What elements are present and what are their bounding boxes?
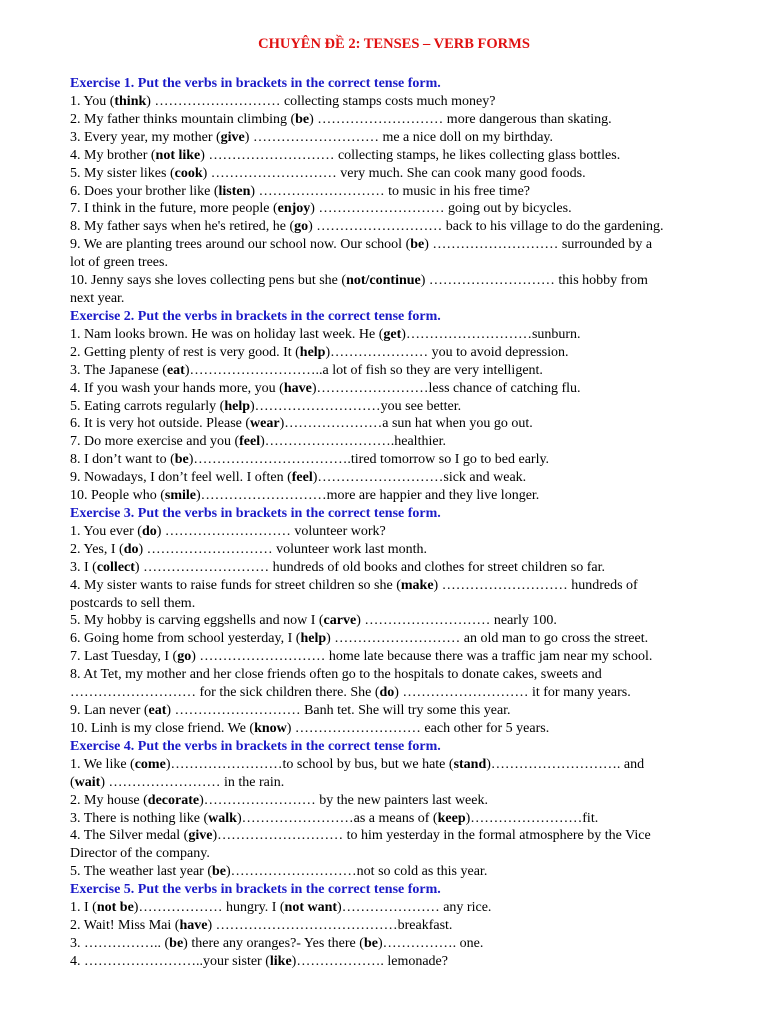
verb-prompt: give — [220, 129, 245, 145]
verb-prompt: wait — [74, 774, 101, 790]
exercise-heading: Exercise 2. Put the verbs in brackets in the correct tense form. — [70, 308, 441, 324]
verb-prompt: stand — [453, 756, 487, 772]
line-text: ) ……………………… more dangerous than skating. — [309, 111, 612, 127]
line-text: 1. You ( — [70, 94, 115, 109]
exercise-line — [70, 487, 718, 505]
verb-prompt: give — [188, 828, 213, 844]
exercise-line — [70, 559, 718, 577]
exercise-line — [70, 863, 718, 881]
line-text: 9. We are planting trees around our school now. Our school ( — [70, 237, 411, 253]
line-text: 8. My father says when he's retired, he ( — [70, 219, 295, 235]
line-text: ) ……………………… back to his village to do the gardening. — [308, 219, 664, 235]
line-text: )…………………a sun hat when you go out. — [279, 416, 533, 432]
exercise-line — [70, 684, 718, 702]
line-text: 9. Lan never ( — [70, 703, 149, 718]
verb-prompt: do — [123, 541, 139, 557]
line-text: 2. Wait! Miss Mai ( — [70, 918, 180, 934]
page-title: CHUYÊN ĐỀ 2: TENSES – VERB FORMS — [258, 36, 530, 52]
line-text: )……………………less chance of catching flu. — [311, 380, 581, 396]
exercise-line — [70, 147, 718, 165]
exercise-heading: Exercise 5. Put the verbs in brackets in the correct tense form. — [70, 882, 441, 898]
line-text: ) ……………………… nearly 100. — [356, 613, 557, 629]
line-text: 4. The Silver medal ( — [70, 828, 189, 844]
line-text: 2. My father thinks mountain climbing ( — [70, 111, 296, 127]
line-text: 5. My hobby is carving eggshells and now I ( — [70, 613, 324, 629]
verb-prompt: not like — [155, 147, 201, 163]
line-text: Director of the company. — [70, 846, 210, 862]
verb-prompt: eat — [166, 362, 185, 378]
line-text: )……………………….healthier. — [260, 434, 446, 450]
line-text: )…………………… by the new painters last week. — [199, 792, 488, 808]
line-text: ) ……………………… surrounded by a — [424, 237, 653, 253]
line-text: 5. Eating carrots regularly ( — [70, 398, 225, 414]
exercise-line — [70, 666, 718, 684]
exercise-line — [70, 720, 718, 738]
line-text: ) ……………………… Banh tet. She will try some this year. — [166, 703, 511, 718]
line-text: )………………………sick and weak. — [312, 470, 527, 486]
exercise-line — [70, 380, 718, 398]
line-text: 3. There is nothing like ( — [70, 810, 209, 826]
exercise-line — [70, 326, 718, 344]
exercise-line — [70, 290, 718, 308]
exercise-line — [70, 236, 718, 254]
verb-prompt: like — [269, 953, 292, 969]
line-text: ) ……………………… this hobby from — [420, 273, 648, 289]
line-text: ) ……………………… hundreds of — [433, 577, 638, 593]
line-text: )………………………..a lot of fish so they are very intelligent. — [184, 362, 543, 378]
line-text: ) …………………… in the rain. — [100, 774, 285, 790]
line-text: )………………………not so cold as this year. — [226, 864, 488, 880]
line-text: 1. I ( — [70, 900, 97, 916]
exercise-line — [70, 272, 718, 290]
exercise-line — [70, 93, 718, 111]
verb-prompt: not want — [284, 900, 338, 916]
exercise-line — [70, 702, 718, 720]
exercise-line — [70, 469, 718, 487]
verb-prompt: eat — [148, 703, 167, 718]
line-text: 7. Last Tuesday, I ( — [70, 649, 178, 665]
verb-prompt: be — [363, 935, 378, 951]
verb-prompt: wear — [250, 416, 280, 432]
verb-prompt: collect — [96, 559, 135, 575]
line-text: ) ……………………… going out by bicycles. — [310, 201, 572, 217]
exercise-line — [70, 433, 718, 451]
exercise-line — [70, 254, 718, 272]
line-text: )………………… any rice. — [337, 900, 492, 916]
verb-prompt: get — [383, 326, 402, 342]
line-text: ) there any oranges?- Yes there ( — [183, 935, 364, 951]
verb-prompt: be — [212, 864, 227, 880]
line-text: 1. We like ( — [70, 756, 135, 772]
verb-prompt: do — [379, 685, 395, 701]
exercise-list — [70, 75, 718, 971]
exercise-section — [70, 881, 718, 971]
verb-prompt: come — [134, 756, 166, 772]
line-text: ) ……………………… volunteer work? — [156, 523, 386, 539]
exercise-line — [70, 129, 718, 147]
line-text: )……………………… to him yesterday in the formal atmosphere by the Vice — [212, 828, 651, 844]
line-text: )………………………you see better. — [250, 398, 462, 414]
exercise-line — [70, 595, 718, 613]
line-text: 7. I think in the future, more people ( — [70, 201, 278, 217]
line-text: ) ……………………… collecting stamps costs much money? — [146, 94, 496, 109]
line-text: ) ……………………… hundreds of old books and clothes for street children so far. — [134, 559, 606, 575]
verb-prompt: smile — [164, 488, 196, 504]
verb-prompt: feel — [291, 470, 313, 486]
line-text: 5. My sister likes ( — [70, 165, 175, 181]
line-text: ) ……………………… me a nice doll on my birthday. — [244, 129, 553, 145]
line-text: ) ……………………… each other for 5 years. — [286, 720, 550, 736]
line-text: 4. ……………………..your sister ( — [70, 953, 270, 969]
line-text: 8. At Tet, my mother and her close friends often go to the hospitals to donate cakes, sweets and — [70, 667, 602, 683]
line-text: )………………………sunburn. — [401, 326, 581, 342]
exercise-section — [70, 738, 718, 881]
verb-prompt: decorate — [147, 792, 200, 808]
line-text: )………………………. and — [486, 756, 645, 772]
exercise-line — [70, 756, 718, 774]
verb-prompt: do — [141, 523, 157, 539]
exercise-line — [70, 845, 718, 863]
verb-prompt: enjoy — [277, 201, 311, 217]
verb-prompt: help — [224, 398, 251, 414]
line-text: ) …………………………………breakfast. — [207, 918, 453, 934]
line-text: 1. Nam looks brown. He was on holiday last week. He ( — [70, 326, 384, 342]
line-text: 10. Linh is my close friend. We ( — [70, 720, 255, 736]
exercise-line — [70, 917, 718, 935]
line-text: 6. Does your brother like ( — [70, 183, 219, 199]
exercise-line — [70, 810, 718, 828]
exercise-line — [70, 792, 718, 810]
exercise-heading: Exercise 4. Put the verbs in brackets in the correct tense form. — [70, 738, 441, 754]
line-text: )……………………fit. — [465, 810, 599, 826]
line-text: )………………… you to avoid depression. — [325, 344, 569, 360]
verb-prompt: keep — [437, 810, 466, 826]
verb-prompt: listen — [218, 183, 251, 199]
exercise-heading: Exercise 1. Put the verbs in brackets in the correct tense form. — [70, 76, 441, 91]
exercise-line — [70, 165, 718, 183]
line-text: 4. My sister wants to raise funds for street children so she ( — [70, 577, 401, 593]
line-text: 3. Every year, my mother ( — [70, 129, 221, 145]
verb-prompt: make — [400, 577, 434, 593]
line-text: 4. My brother ( — [70, 147, 156, 163]
line-text: 3. …………….. ( — [70, 935, 170, 951]
exercise-line — [70, 200, 718, 218]
verb-prompt: have — [179, 918, 208, 934]
exercise-section — [70, 308, 718, 505]
line-text: 3. I ( — [70, 559, 97, 575]
line-text: next year. — [70, 290, 125, 306]
exercise-line — [70, 953, 718, 971]
line-text: 10. Jenny says she loves collecting pens but she ( — [70, 273, 347, 289]
line-text: 6. It is very hot outside. Please ( — [70, 416, 251, 432]
exercise-line — [70, 935, 718, 953]
line-text: 5. The weather last year ( — [70, 864, 213, 880]
line-text: )……………………to school by bus, but we hate ( — [165, 756, 454, 772]
line-text: 3. The Japanese ( — [70, 362, 167, 378]
exercise-line — [70, 630, 718, 648]
line-text: 6. Going home from school yesterday, I ( — [70, 631, 301, 647]
exercise-line — [70, 415, 718, 433]
line-text: ) ……………………… it for many years. — [394, 685, 631, 701]
line-text: ( — [70, 774, 75, 790]
exercise-line — [70, 774, 718, 792]
line-text: )……………… hungry. I ( — [133, 900, 285, 916]
line-text: )……………………as a means of ( — [236, 810, 438, 826]
verb-prompt: be — [169, 935, 184, 951]
exercise-line — [70, 541, 718, 559]
exercise-line — [70, 523, 718, 541]
line-text: )………………. lemonade? — [291, 953, 448, 969]
verb-prompt: feel — [239, 434, 261, 450]
exercise-heading: Exercise 3. Put the verbs in brackets in the correct tense form. — [70, 505, 441, 521]
exercise-line — [70, 451, 718, 469]
verb-prompt: go — [294, 219, 309, 235]
line-text: ) ……………………… very much. She can cook many good foods. — [202, 165, 586, 181]
line-text: )…………………………….tired tomorrow so I go to bed early. — [188, 452, 550, 468]
line-text: 9. Nowadays, I don’t feel well. I often ( — [70, 470, 292, 486]
exercise-line — [70, 183, 718, 201]
line-text: postcards to sell them. — [70, 595, 196, 611]
verb-prompt: help — [300, 631, 327, 647]
verb-prompt: think — [114, 94, 147, 109]
line-text: ……………………… for the sick children there. She ( — [70, 685, 380, 701]
exercise-line — [70, 899, 718, 917]
line-text: ) ……………………… collecting stamps, he likes collecting glass bottles. — [200, 147, 621, 163]
line-text: 4. If you wash your hands more, you ( — [70, 380, 284, 396]
line-text: ) ……………………… to music in his free time? — [250, 183, 530, 199]
line-text: ) ……………………… an old man to go cross the street. — [326, 631, 649, 647]
line-text: ) ……………………… volunteer work last month. — [138, 541, 428, 557]
verb-prompt: not/continue — [346, 273, 421, 289]
verb-prompt: go — [177, 649, 192, 665]
exercise-line — [70, 827, 718, 845]
line-text: 8. I don’t want to ( — [70, 452, 175, 468]
verb-prompt: help — [299, 344, 326, 360]
exercise-line — [70, 344, 718, 362]
exercise-line — [70, 398, 718, 416]
exercise-line — [70, 362, 718, 380]
line-text: lot of green trees. — [70, 255, 168, 271]
line-text: )………………………more are happier and they live longer. — [196, 488, 540, 504]
verb-prompt: be — [295, 111, 310, 127]
exercise-line — [70, 577, 718, 595]
verb-prompt: have — [283, 380, 312, 396]
exercise-line — [70, 648, 718, 666]
line-text: 2. Yes, I ( — [70, 541, 124, 557]
line-text: 1. You ever ( — [70, 523, 142, 539]
exercise-section — [70, 75, 718, 308]
line-text: 10. People who ( — [70, 488, 165, 504]
line-text: 7. Do more exercise and you ( — [70, 434, 240, 450]
verb-prompt: carve — [323, 613, 357, 629]
line-text: 2. My house ( — [70, 792, 148, 808]
line-text: ) ……………………… home late because there was a traffic jam near my school. — [191, 649, 653, 665]
verb-prompt: not be — [96, 900, 134, 916]
exercise-section — [70, 505, 718, 738]
verb-prompt: know — [254, 720, 287, 736]
exercise-line — [70, 612, 718, 630]
verb-prompt: be — [410, 237, 425, 253]
exercise-line — [70, 111, 718, 129]
line-text: 2. Getting plenty of rest is very good. It ( — [70, 344, 300, 360]
verb-prompt: cook — [174, 165, 203, 181]
exercise-line — [70, 218, 718, 236]
verb-prompt: be — [174, 452, 189, 468]
verb-prompt: walk — [208, 810, 237, 826]
line-text: )……………. one. — [377, 935, 484, 951]
